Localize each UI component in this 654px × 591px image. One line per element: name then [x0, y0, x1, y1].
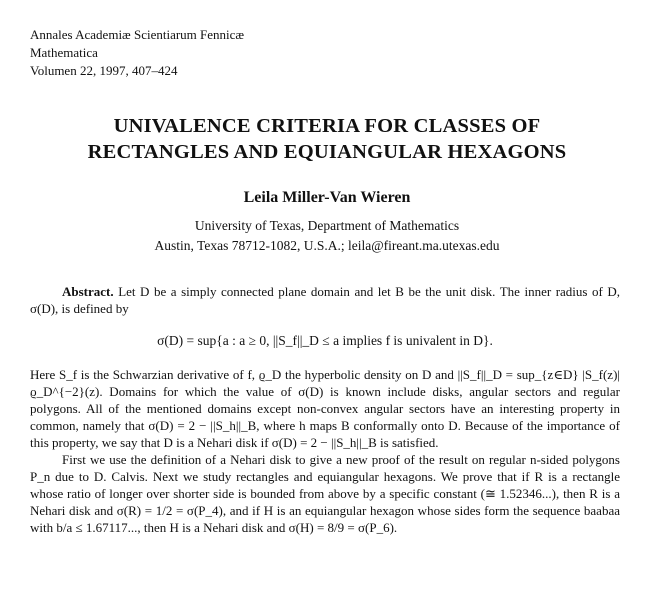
abstract	[30, 283, 620, 536]
paper-title	[0, 113, 654, 165]
affiliation-line-2: Austin, Texas 78712-1082, U.S.A.; leila@fireant.ma.utexas.edu	[154, 238, 500, 253]
abstract-paragraph-2: First we use the definition of a Nehari disk to give a new proof of the result on regular n-sided polygons P_n due to D. Calvis. Next we study rectangles and equiangular hexagons. We prove that if R is a rectangle whose ratio of longer over shorter side is bounded from above by a specific constant (≅ 1.52346...), then R is a Nehari disk and σ(R) = 1/2 = σ(P_4), and if H is an equiangular hexagon whose sides form the sequence baabaa with b/a ≤ 1.67117..., then H is a Nehari disk and σ(H) = 8/9 = σ(P_6).	[30, 452, 620, 535]
abstract-paragraph-1: Here S_f is the Schwarzian derivative of f, ϱ_D the hyperbolic density on D and ||S_f||_D = sup_{z∈D} |S_f(z)|ϱ_D^{−2}(z). Domains for which the value of σ(D) is known include disks, angular sectors and regular polygons. All of the mentioned domains except non-convex angular sectors have an interesting property in common, namely that σ(D) = 2 − ||S_h||_B, where h maps B conformally onto D. Because of the importance of this property, we say that D is a Nehari disk if σ(D) = 2 − ||S_h||_B is satisfied.	[30, 367, 620, 450]
affiliation-line-1: University of Texas, Department of Mathematics	[194, 218, 460, 233]
author-name: Leila Miller-Van Wieren	[243, 189, 411, 206]
journal-header	[30, 26, 244, 80]
journal-volume: Volumen 22, 1997, 407–424	[30, 63, 178, 78]
abstract-heading: Abstract.	[62, 284, 114, 299]
abstract-intro: Let D be a simply connected plane domain and let B be the unit disk. The inner radius of D, σ(D), is defined by	[30, 284, 621, 316]
journal-series: Mathematica	[30, 45, 98, 60]
title-line-2: RECTANGLES AND EQUIANGULAR HEXAGONS	[87, 141, 567, 163]
author-affiliation	[0, 216, 654, 256]
inner-radius-equation: σ(D) = sup{a : a ≥ 0, ||S_f||_D ≤ a implies f is univalent in D}.	[157, 333, 493, 348]
journal-name: Annales Academiæ Scientiarum Fennicæ	[30, 27, 245, 42]
title-line-1: UNIVALENCE CRITERIA FOR CLASSES OF	[113, 115, 541, 137]
abstract-intro-paragraph	[30, 283, 620, 317]
